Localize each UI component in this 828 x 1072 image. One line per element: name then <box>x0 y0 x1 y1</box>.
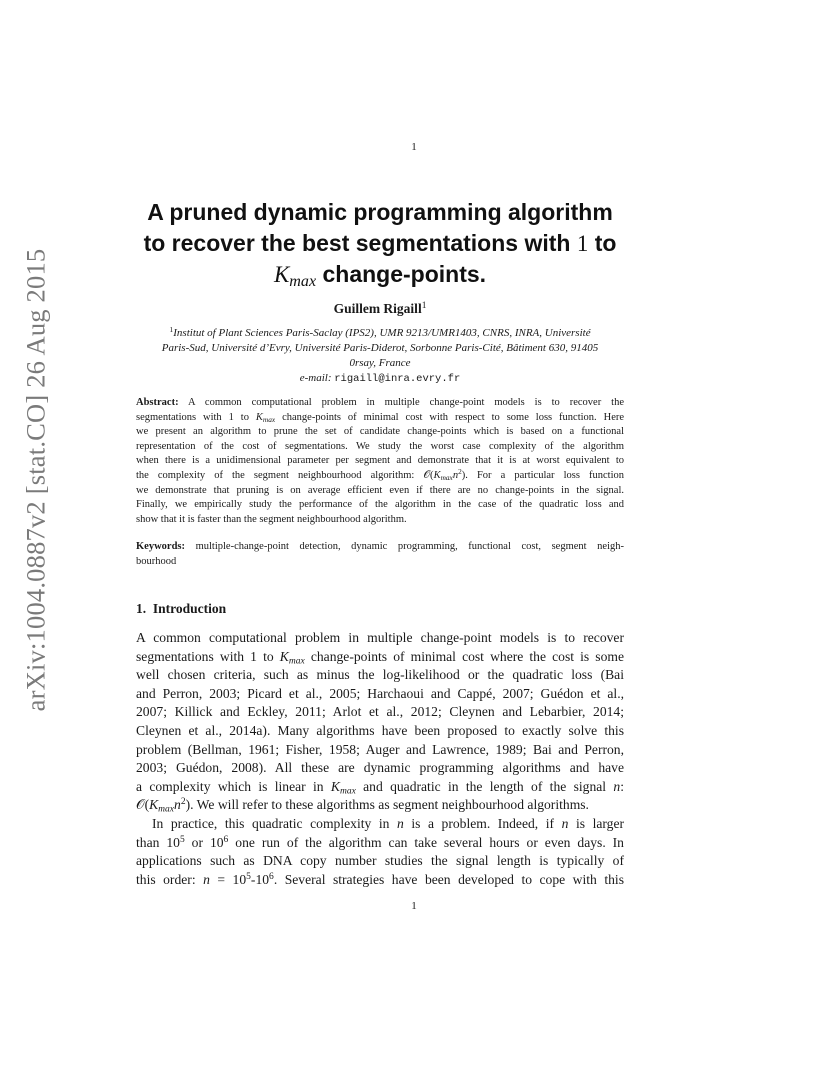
paper-title <box>80 197 680 290</box>
abstract: Abstract: A common computational problem in multiple change-point models is to recover the segmentations with 1 to $K_{max}$ change-points of minimal cost with respect to some loss function. Here we present an algorithm to prune the set of candidate change-points which is based on a functional representation of the cost of segmentations. We study the worst case complexity of the algorithm when there is a unidimensional parameter per segment and demonstrate that it is at worst equivalent to the complexity of the segment neighbourhood algorithm: $𝒪(K_{max}n^2)$. For a particular loss function we demonstrate that pruning is on average efficient even if there are no change-points in the signal. Finally, we empirically study the performance of the algorithm in the case of the quadratic loss and show that it is faster than the segment neighbourhood algorithm. <box>136 397 625 525</box>
affiliation-line-3: 0rsay, France <box>349 357 411 369</box>
title-line-3: $K_{max}$ change-points. <box>273 261 487 291</box>
page-number-bottom: 1 <box>411 900 417 912</box>
section-heading-introduction: 1. Introduction <box>136 601 227 616</box>
page-number-top: 1 <box>411 141 417 153</box>
author-name: Guillem Rigaill$^1$ <box>333 300 427 316</box>
arxiv-identifier: arXiv:1004.0887v2 [stat.CO] 26 Aug 2015 <box>20 248 51 712</box>
email-address[interactable]: rigaill@inra.evry.fr <box>334 373 461 385</box>
affiliation <box>130 326 630 387</box>
affiliation-line-1: $^1$Institut of Plant Sciences Paris-Saclay (IPS2), UMR 9213/UMR1403, CNRS, INRA, Université <box>169 324 591 339</box>
abstract-label: Abstract: <box>136 397 179 408</box>
email-line: e-mail: rigaill@inra.evry.fr <box>299 372 461 385</box>
affiliation-line-2: Paris-Sud, Université d’Evry, Université Paris-Diderot, Sorbonne Paris-Cité, Bâtiment 630, 91405 <box>161 342 599 354</box>
keywords: Keywords: multiple-change-point detection, dynamic programming, functional cost, segment neigh- bourhood <box>136 541 624 567</box>
keywords-label: Keywords: <box>136 541 185 552</box>
introduction-body: A common computational problem in multiple change-point models is to recover segmentations with 1 to $K_{max}$ change-points of minimal cost where the cost is some well chosen criteria, such as minus the log-likelihood or the quadratic loss (Bai and Perron, 2003; Picard et al., 2005; Harchaoui and Cappé, 2007; Guédon et al., 2007; Killick and Eckley, 2011; Arlot et al., 2012; Cleynen and Lebarbier, 2014; Cleynen et al., 2014a). Many algorithms have been proposed to exactly solve this problem (Bellman, 1961; Fisher, 1958; Auger and Lawrence, 1989; Bai and Perron, 2003; Guédon, 2008). All these are dynamic programming algorithms and have a complexity which is linear in $K_{max}$ and quadratic in the length of the signal n: $𝒪(K_{max}n^2)$. We will refer to these algorithms as segment neighbourhood algorithms. In practice, this quadratic complexity in n is a problem. Indeed, if n is larger than $10^5$ or $10^6$ one run of the algorithm can take several hours or even days. In applications such as DNA copy number studies the signal length is typically of this order: $n = 10^5-10^6$. Several strategies have been developed to cope with this <box>136 630 625 887</box>
title-line-1: A pruned dynamic programming algorithm <box>147 199 613 225</box>
title-line-2: to recover the best segmentations with 1 to <box>143 230 617 256</box>
